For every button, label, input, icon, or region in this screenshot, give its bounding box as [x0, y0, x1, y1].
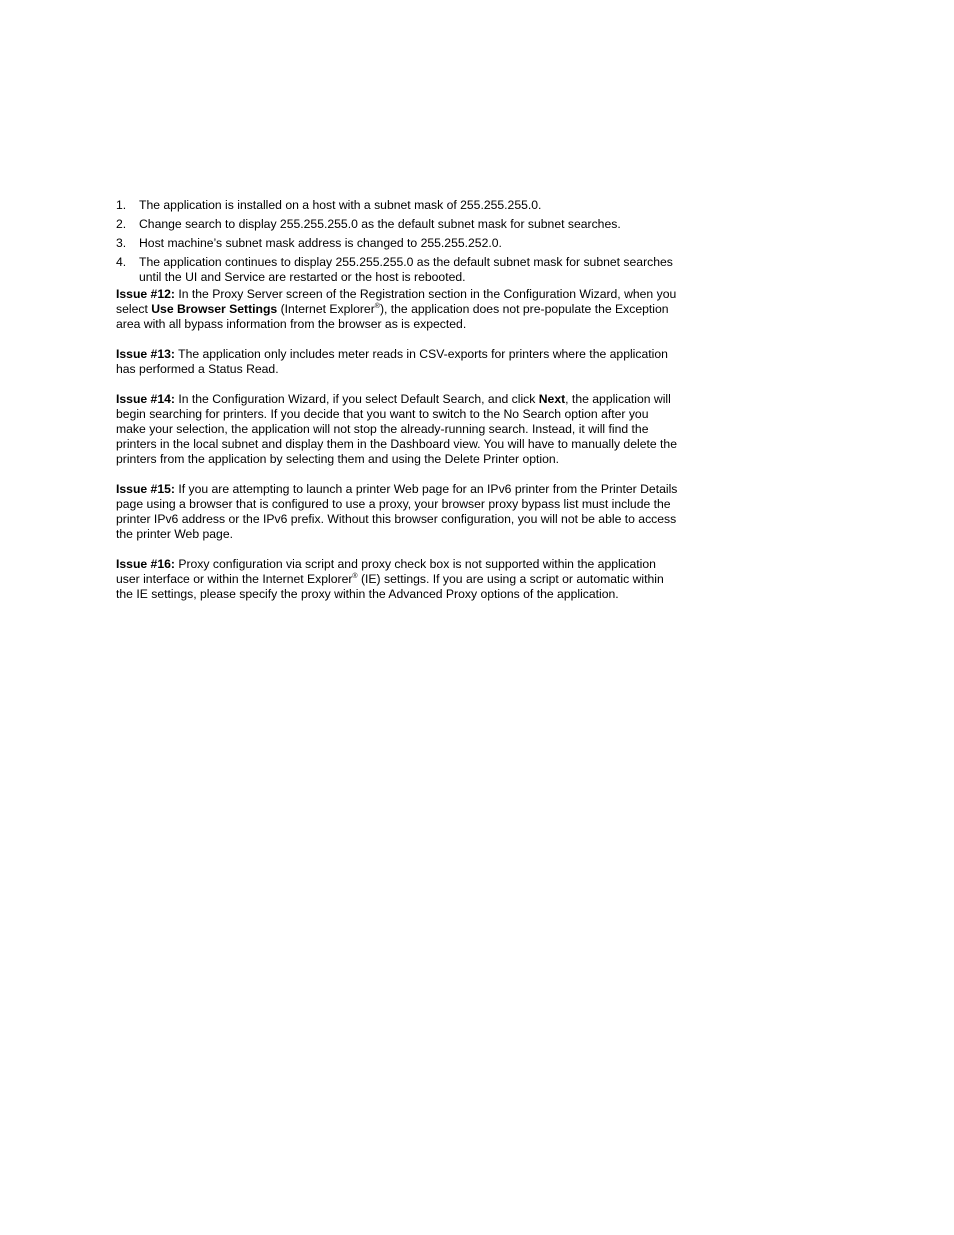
issue-14-text-part1: In the Configuration Wizard, if you select Default Search, and click — [174, 392, 539, 406]
issue-16-label: Issue #16: — [116, 557, 175, 571]
list-item — [116, 217, 678, 232]
use-browser-settings-term: Use Browser Settings — [151, 302, 278, 316]
issue-14-paragraph — [116, 392, 678, 467]
list-item-text: The application is installed on a host with a subnet mask of 255.255.255.0. — [139, 198, 542, 212]
list-item — [116, 255, 678, 285]
list-item-text: The application continues to display 255.255.255.0 as the default subnet mask for subnet searches until the UI and Service are restarted or the host is rebooted. — [139, 255, 673, 284]
issue-16-paragraph — [116, 557, 678, 602]
registered-mark: ® — [352, 572, 358, 580]
list-item — [116, 236, 678, 251]
list-item-text: Host machine’s subnet mask address is changed to 255.255.252.0. — [139, 236, 502, 250]
issue-12-text-part2: (Internet Explorer — [277, 302, 375, 316]
list-item-number: 3. — [116, 236, 127, 250]
issue-15-paragraph — [116, 482, 678, 542]
issue-16-text-part2: (IE) settings. If you are using a script or automatic within the IE settings, please specify the proxy within the Advanced Proxy options of the application. — [116, 572, 664, 601]
issue-15-label: Issue #15: — [116, 482, 175, 496]
issue-13-label: Issue #13: — [116, 347, 175, 361]
issue-14-label: Issue #14: — [116, 392, 175, 406]
issue-15-text: If you are attempting to launch a printer Web page for an IPv6 printer from the Printer Details page using a browser that is configured to use a proxy, your browser proxy bypass list must include the printer IPv6 address or the IPv6 prefix. Without this browser configuration, you will not be able to access the printer Web page. — [116, 482, 678, 541]
list-item-number: 2. — [116, 217, 127, 231]
issue-12-label: Issue #12: — [116, 287, 175, 301]
issue-14-text-part2: , the application will begin searching for printers. If you decide that you want to switch to the No Search option after you make your selection, the application will not stop the already-running search. Instead, it will find the printers in the local subnet and display them in the Dashboard view. You will have to manually delete the printers from the application by selecting them and using the Delete Printer option. — [116, 392, 677, 466]
steps-list — [116, 198, 678, 285]
issue-12-paragraph — [116, 287, 678, 332]
issue-16-text-part1: Proxy configuration via script and proxy check box is not supported within the application user interface or within the Internet Explorer — [116, 557, 656, 586]
issue-12-text-part1: In the Proxy Server screen of the Registration section in the Configuration Wizard, when you select — [116, 287, 677, 316]
registered-mark: ® — [374, 302, 380, 310]
list-item-number: 1. — [116, 198, 127, 212]
issue-13-paragraph — [116, 347, 678, 377]
list-item-text: Change search to display 255.255.255.0 as the default subnet mask for subnet searches. — [139, 217, 621, 231]
document-body — [116, 198, 678, 617]
list-item-number: 4. — [116, 255, 127, 269]
list-item — [116, 198, 678, 213]
next-term: Next — [538, 392, 566, 406]
issue-13-text: The application only includes meter reads in CSV-exports for printers where the application has performed a Status Read. — [116, 347, 668, 376]
issue-12-text-part3: ), the application does not pre-populate the Exception area with all bypass information from the browser as is expected. — [116, 302, 669, 331]
